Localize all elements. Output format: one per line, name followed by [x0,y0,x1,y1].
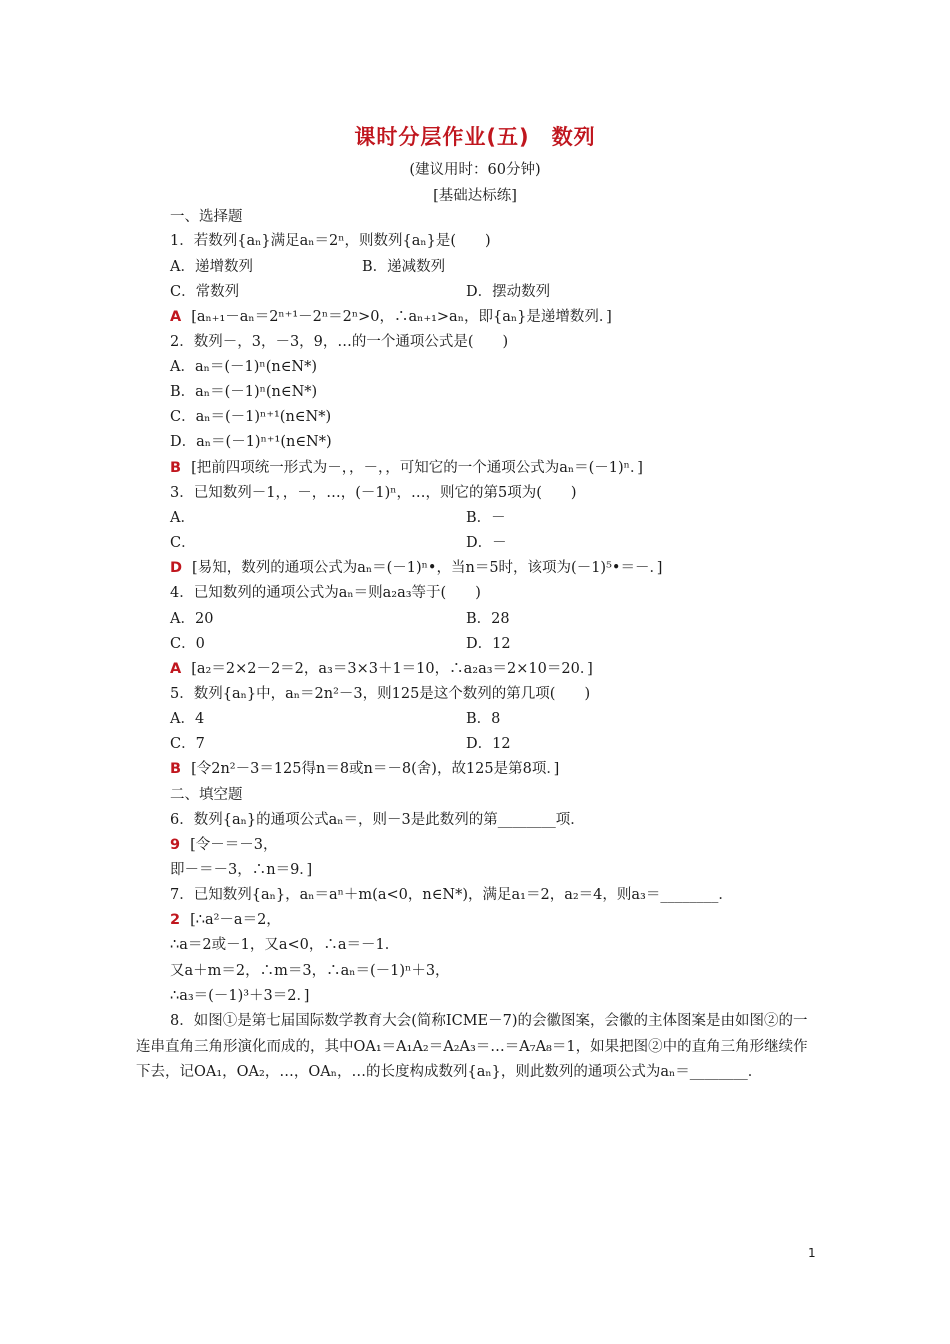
q3-option-b: B．－ [466,510,506,526]
q4-explanation: [a₂＝2×2－2＝2，a₃＝3×3＋1＝10，∴a₂a₃＝2×10＝20．] [191,661,593,677]
q2-option-a: A．aₙ＝(－1)ⁿ(n∈N*) [170,359,318,375]
q5-stem: 5．数列{aₙ}中，aₙ＝2n²－3，则125是这个数列的第几项( ) [170,686,591,702]
q4-option-c: C．0 [170,636,205,652]
q2-solution [170,458,643,478]
q5-answer: B [170,761,182,777]
q4-option-b: B．28 [466,611,510,627]
q2-explanation: [把前四项统一形式为－，，－，，可知它的一个通项公式为aₙ＝(－1)ⁿ．] [191,460,643,476]
q6-stem: 6．数列{aₙ}的通项公式aₙ＝，则－3是此数列的第________项． [170,812,585,828]
q1-option-a: A．递增数列 [170,259,253,275]
q2-option-c: C．aₙ＝(－1)ⁿ⁺¹(n∈N*) [170,409,332,425]
q3-answer: D [170,560,183,576]
q7-explanation-4: ∴a₃＝(－1)³＋3＝2．] [170,988,310,1004]
suggested-time: (建议用时：60分钟) [409,162,541,178]
page-number: 1 [808,1246,816,1260]
q5-option-b: B．8 [466,711,501,727]
page-title: 课时分层作业(五) 数列 [354,125,596,149]
q7-explanation-1: [∴a²－a＝2， [190,912,281,928]
q4-option-a: A．20 [170,611,214,627]
q1-option-d: D．摆动数列 [466,284,551,300]
q4-stem: 4．已知数列的通项公式为aₙ＝则a₂a₃等于( ) [170,585,481,601]
q2-answer: B [170,460,182,476]
q1-option-c: C．常数列 [170,284,240,300]
q4-answer: A [170,661,182,677]
q5-option-c: C．7 [170,736,205,752]
q1-stem: 1．若数列{aₙ}满足aₙ＝2ⁿ，则数列{aₙ}是( ) [170,233,491,249]
q7-explanation-3: 又a＋m＝2，∴m＝3，∴aₙ＝(－1)ⁿ＋3， [170,963,450,979]
q3-option-d: D．－ [466,535,507,551]
q6-answer: 9 [170,837,181,853]
section-heading-choice: 一、选择题 [170,209,243,225]
q2-option-b: B．aₙ＝(－1)ⁿ(n∈N*) [170,384,318,400]
q5-option-a: A．4 [170,711,205,727]
q1-explanation: [aₙ₊₁－aₙ＝2ⁿ⁺¹－2ⁿ＝2ⁿ>0，∴aₙ₊₁>aₙ，即{aₙ}是递增数列．] [191,309,612,325]
q6-explanation-2: 即－＝－3，∴n＝9．] [170,862,313,878]
q3-stem: 3．已知数列－1，，－，…，(－1)ⁿ，…，则它的第5项为( ) [170,485,577,501]
q7-explanation-2: ∴a＝2或－1，又a<0，∴a＝－1． [170,937,400,953]
q1-solution [170,307,612,327]
q5-explanation: [令2n²－3＝125得n＝8或n＝－8(舍)，故125是第8项．] [191,761,560,777]
q1-option-b: B．递减数列 [362,259,446,275]
q8-stem: 8．如图①是第七届国际数学教育大会(简称ICME－7)的会徽图案，会徽的主体图案是由如图②的一连串直角三角形演化而成的，其中OA₁＝A₁A₂＝A₂A₃＝…＝A₇A₈＝1，如果把图②中的直角三角形继续作下去，记OA₁，OA₂，…，OAₙ，…的长度构成数列{aₙ}，则此数列的通项公式为aₙ＝________． [136,1013,808,1080]
q4-option-d: D．12 [466,636,511,652]
section-tag: [基础达标练] [433,188,517,204]
q3-option-a: A． [170,510,195,526]
q5-option-d: D．12 [466,736,511,752]
q7-solution [170,910,281,930]
q3-explanation: [易知，数列的通项公式为aₙ＝(－1)ⁿ•，当n＝5时，该项为(－1)⁵•＝－．] [192,560,663,576]
q5-solution [170,759,559,779]
section-heading-fill: 二、填空题 [170,787,243,803]
q6-solution [170,835,277,855]
q3-solution [170,558,662,578]
q4-solution [170,659,593,679]
q3-option-c: C． [170,535,196,551]
q1-answer: A [170,309,182,325]
q7-answer: 2 [170,912,181,928]
q6-explanation-1: [令－＝－3， [190,837,278,853]
q2-stem: 2．数列－，3，－3，9，…的一个通项公式是( ) [170,334,509,350]
q2-option-d: D．aₙ＝(－1)ⁿ⁺¹(n∈N*) [170,434,332,450]
q7-stem: 7．已知数列{aₙ}，aₙ＝aⁿ＋m(a<0，n∈N*)，满足a₁＝2，a₂＝4，则a₃＝________． [170,887,733,903]
